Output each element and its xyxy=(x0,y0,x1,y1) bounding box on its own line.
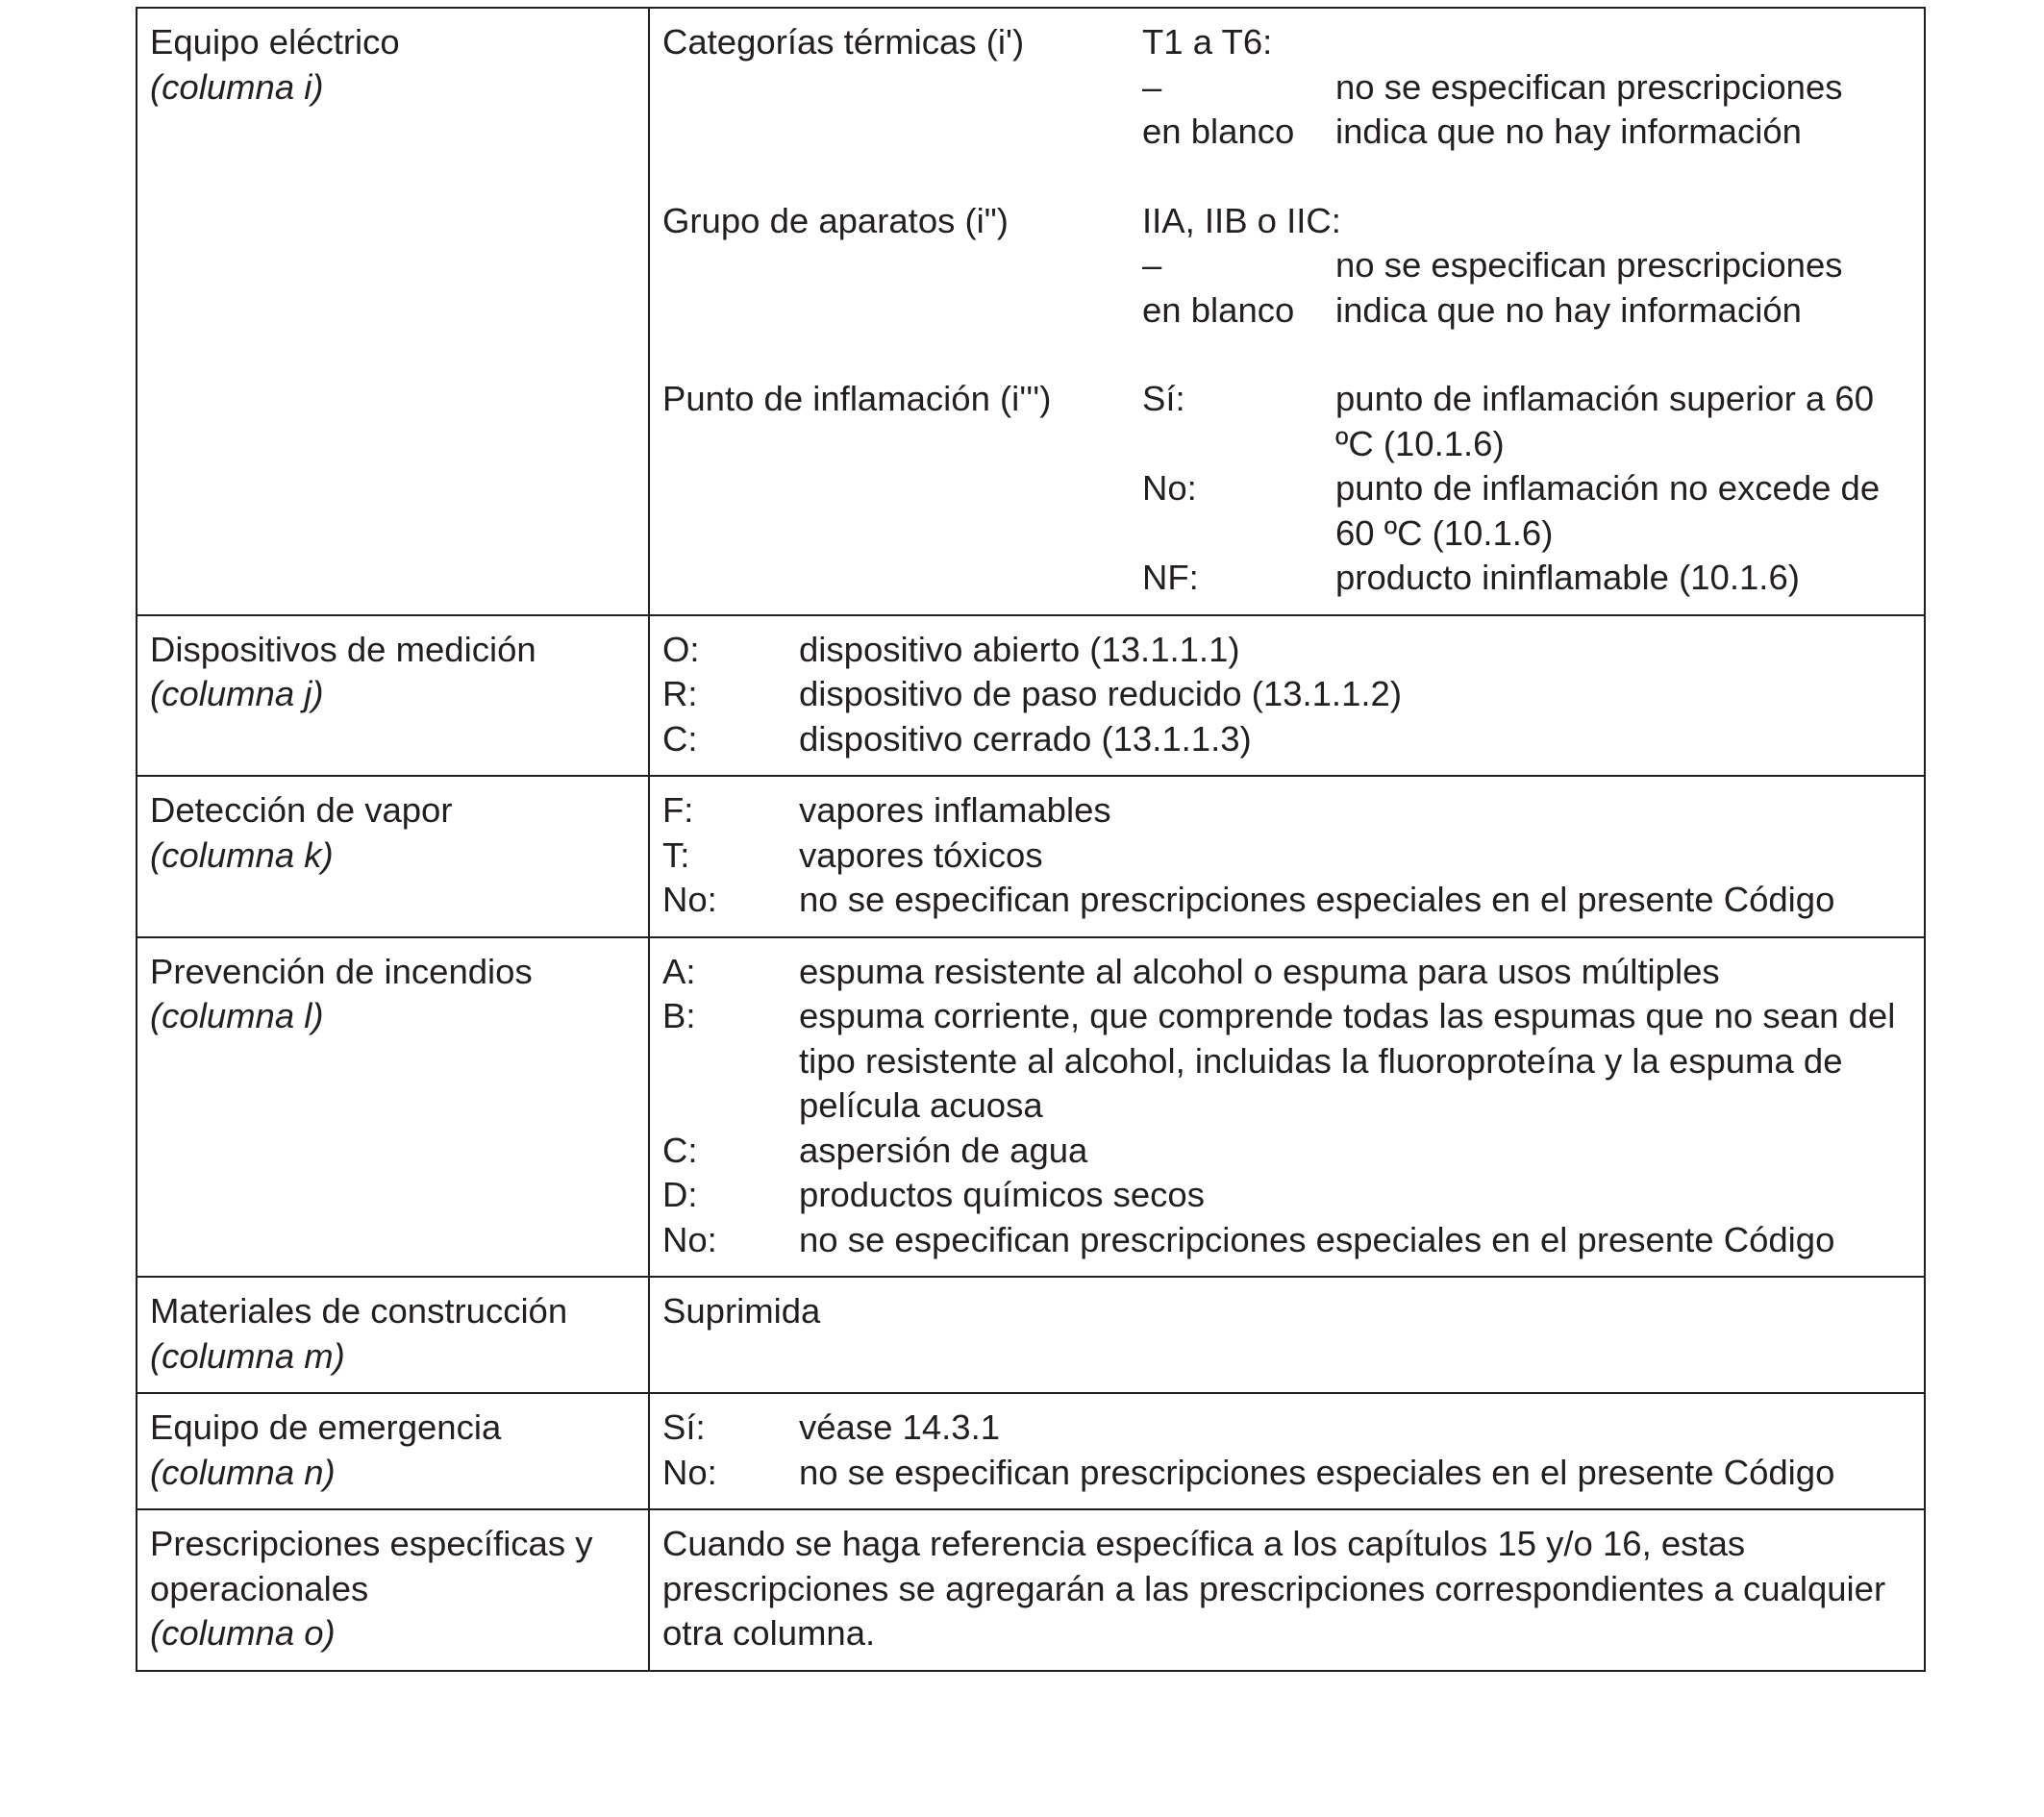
item-key: NF: xyxy=(1142,558,1199,597)
item-value: espuma resistente al alcohol o espuma para usos múltiples xyxy=(799,951,1720,991)
subsection-apparatus-group xyxy=(662,199,1911,334)
row-text: Suprimida xyxy=(662,1291,821,1331)
row-content-cell xyxy=(649,1509,1925,1671)
list-item xyxy=(1142,288,1911,334)
list-item xyxy=(662,1129,1911,1174)
row-header-cell xyxy=(137,1393,649,1509)
list-item xyxy=(1142,65,1911,111)
row-title: Prescripciones específicas y operacionales xyxy=(150,1524,593,1608)
row-column-ref: (columna k) xyxy=(150,834,334,875)
subsection-flash-point xyxy=(662,377,1911,601)
row-header-cell xyxy=(137,1509,649,1671)
item-value: dispositivo de paso reducido (13.1.1.2) xyxy=(799,674,1402,713)
row-content-cell xyxy=(649,776,1925,937)
list-item xyxy=(662,994,1911,1129)
item-value: indica que no hay información xyxy=(1335,289,1802,330)
item-key: A: xyxy=(662,951,696,991)
table-row xyxy=(137,937,1925,1278)
list-item xyxy=(662,950,1911,995)
list-item xyxy=(662,788,1911,834)
list-item xyxy=(1142,377,1911,466)
item-key: C: xyxy=(662,718,698,759)
codes-table xyxy=(136,7,1926,1672)
item-value: no se especifican prescripciones xyxy=(1335,245,1843,285)
row-title: Equipo eléctrico xyxy=(150,22,400,62)
row-header-cell xyxy=(137,776,649,937)
item-key: en blanco xyxy=(1142,289,1295,330)
item-value: no se especifican prescripciones especiales en el presente Código xyxy=(799,1219,1835,1259)
table-row xyxy=(137,1277,1925,1393)
item-key: en blanco xyxy=(1142,112,1295,151)
item-key: – xyxy=(1142,66,1162,107)
list-item xyxy=(662,1406,1911,1451)
list-item xyxy=(662,834,1911,879)
row-column-ref: (columna n) xyxy=(150,1452,336,1492)
item-key: T: xyxy=(662,834,690,875)
item-value: aspersión de agua xyxy=(799,1130,1088,1170)
list-item xyxy=(662,1173,1911,1218)
subsection-thermal-categories xyxy=(662,20,1911,155)
row-header-cell xyxy=(137,8,649,615)
table-row xyxy=(137,8,1925,615)
item-key: D: xyxy=(662,1175,698,1214)
list-item xyxy=(662,628,1911,673)
item-key: O: xyxy=(662,629,700,669)
item-key: Sí: xyxy=(662,1407,706,1447)
subsection-label: Punto de inflamación (i''') xyxy=(662,379,1052,418)
item-value: punto de inflamación no excede de 60 ºC (10.1.6) xyxy=(1335,468,1881,553)
list-item xyxy=(1142,466,1911,556)
item-key: – xyxy=(1142,245,1162,285)
row-title: Dispositivos de medición xyxy=(150,629,536,669)
item-key: No: xyxy=(1142,468,1197,508)
item-value: véase 14.3.1 xyxy=(799,1407,1001,1447)
row-title: Materiales de construcción xyxy=(150,1291,568,1331)
item-key: C: xyxy=(662,1130,698,1170)
row-column-ref: (columna l) xyxy=(150,996,324,1035)
row-column-ref: (columna i) xyxy=(150,66,324,107)
row-title: Equipo de emergencia xyxy=(150,1407,502,1447)
row-header-cell xyxy=(137,937,649,1278)
table-row xyxy=(137,1509,1925,1671)
row-title: Detección de vapor xyxy=(150,790,453,830)
subsection-label: Grupo de aparatos (i") xyxy=(662,200,1009,240)
item-value: no se especifican prescripciones xyxy=(1335,66,1843,107)
list-item xyxy=(662,878,1911,923)
list-item xyxy=(662,672,1911,717)
item-value: producto ininflamable (10.1.6) xyxy=(1335,558,1800,597)
item-value: dispositivo cerrado (13.1.1.3) xyxy=(799,718,1252,759)
list-item xyxy=(1142,556,1911,601)
item-key: B: xyxy=(662,996,696,1035)
item-value: no se especifican prescripciones especiales en el presente Código xyxy=(799,1452,1835,1492)
list-item xyxy=(662,1218,1911,1263)
row-content-cell xyxy=(649,937,1925,1278)
list-item xyxy=(662,1451,1911,1496)
subsection-head: IIA, IIB o IIC: xyxy=(1142,200,1341,240)
item-key: No: xyxy=(662,1219,717,1259)
row-content-cell xyxy=(649,615,1925,777)
item-value: indica que no hay información xyxy=(1335,112,1802,151)
item-value: punto de inflamación superior a 60 ºC (10.1.6) xyxy=(1335,379,1875,463)
item-value: vapores tóxicos xyxy=(799,834,1043,875)
row-content-cell xyxy=(649,1277,1925,1393)
subsection-label: Categorías térmicas (i') xyxy=(662,22,1025,62)
item-key: No: xyxy=(662,1452,717,1492)
item-key: R: xyxy=(662,674,698,713)
row-column-ref: (columna m) xyxy=(150,1335,345,1376)
table-row xyxy=(137,776,1925,937)
subsection-head: T1 a T6: xyxy=(1142,22,1273,62)
item-value: no se especifican prescripciones especiales en el presente Código xyxy=(799,880,1835,919)
item-value: productos químicos secos xyxy=(799,1175,1205,1214)
item-key: F: xyxy=(662,790,694,830)
row-content-cell xyxy=(649,1393,1925,1509)
item-key: Sí: xyxy=(1142,379,1185,418)
row-text: Cuando se haga referencia específica a los capítulos 15 y/o 16, estas prescripciones se agregarán a las prescripciones correspondientes a cualquier otra columna. xyxy=(662,1524,1886,1653)
list-item xyxy=(662,717,1911,762)
item-value: vapores inflamables xyxy=(799,790,1111,830)
list-item xyxy=(1142,110,1911,155)
item-key: No: xyxy=(662,880,717,919)
row-column-ref: (columna o) xyxy=(150,1613,336,1653)
row-column-ref: (columna j) xyxy=(150,674,324,713)
row-header-cell xyxy=(137,615,649,777)
row-content-cell xyxy=(649,8,1925,615)
item-value: espuma corriente, que comprende todas las espumas que no sean del tipo resistente al alcohol, incluidas la fluoroproteína y la espuma de película acuosa xyxy=(799,996,1896,1125)
item-value: dispositivo abierto (13.1.1.1) xyxy=(799,629,1240,669)
row-title: Prevención de incendios xyxy=(150,951,533,991)
table-row xyxy=(137,1393,1925,1509)
table-row xyxy=(137,615,1925,777)
list-item xyxy=(1142,243,1911,288)
row-header-cell xyxy=(137,1277,649,1393)
